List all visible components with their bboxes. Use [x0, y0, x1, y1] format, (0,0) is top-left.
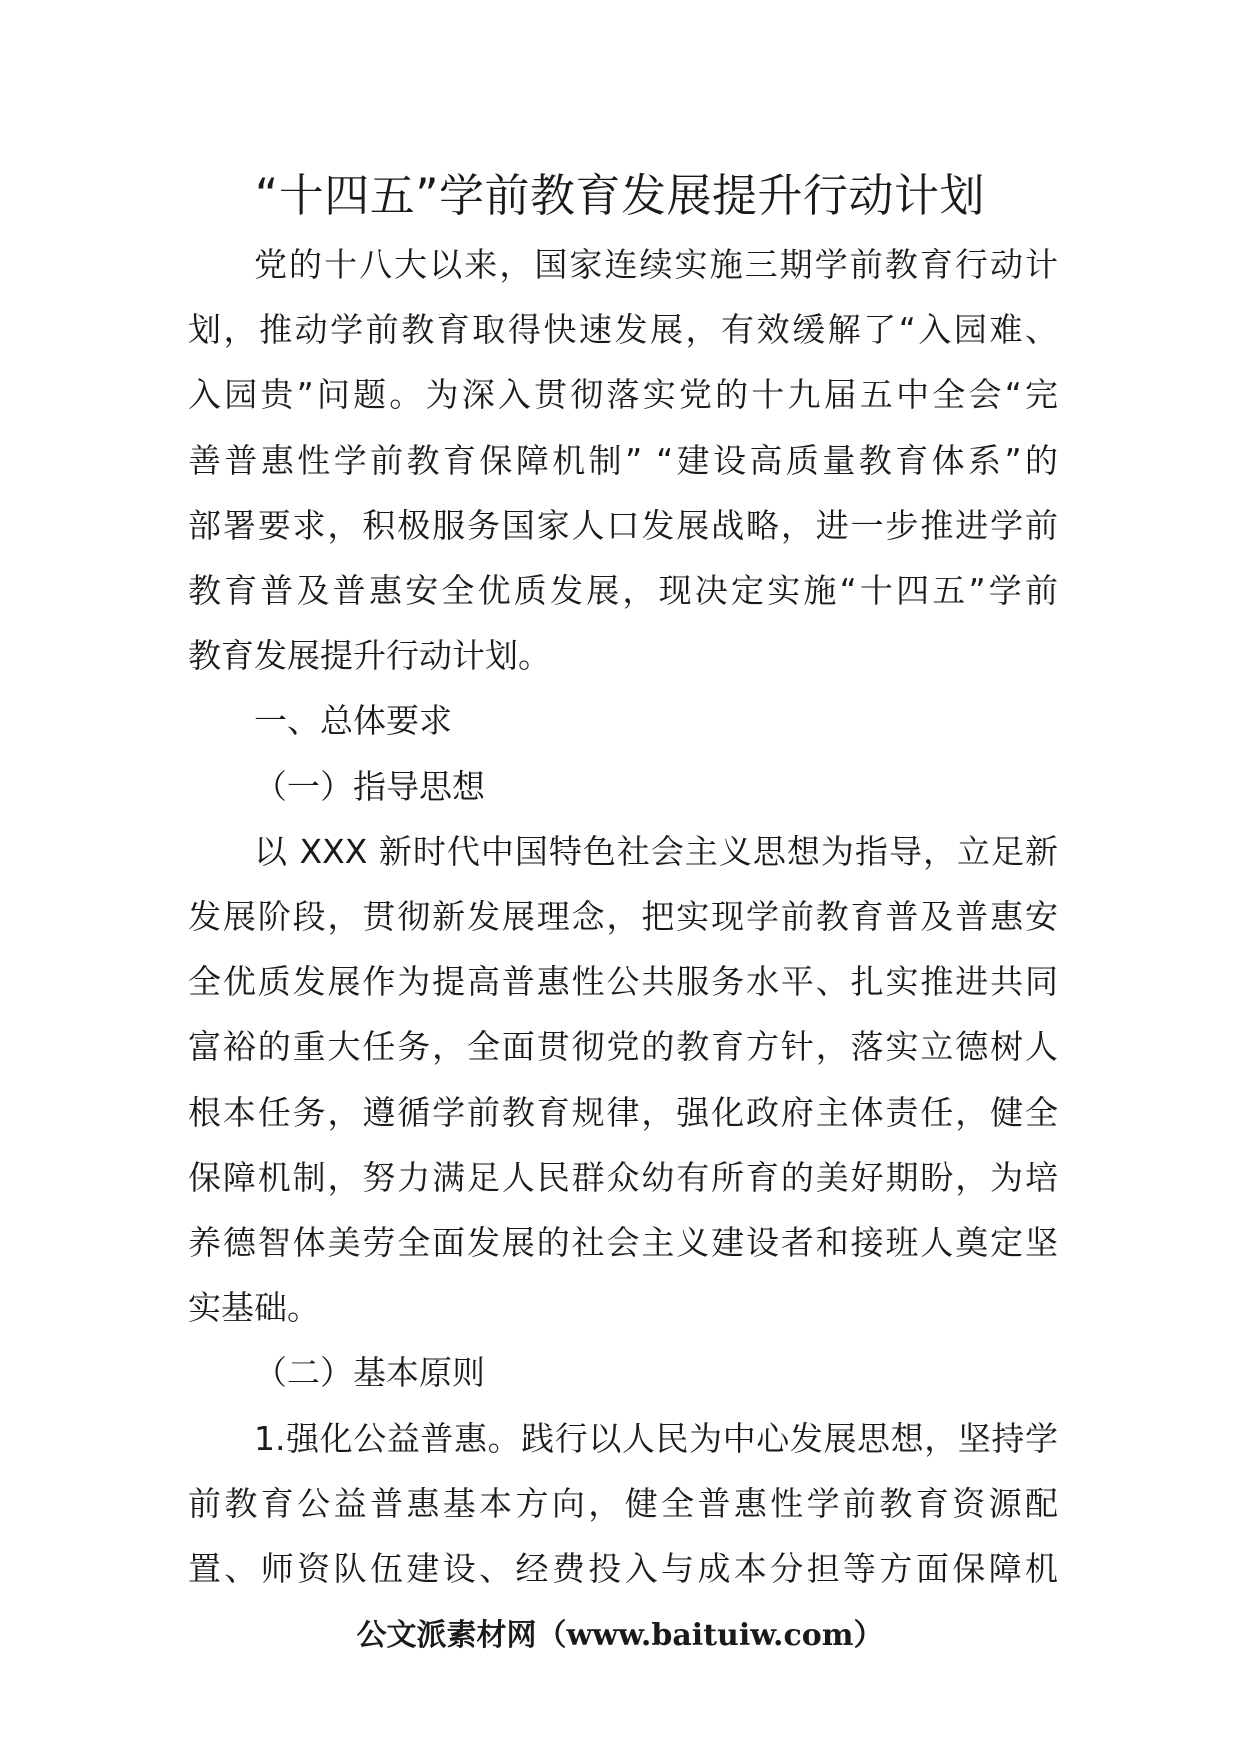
- document-title: “十四五”学前教育发展提升行动计划: [254, 169, 986, 222]
- intro-paragraph: [188, 232, 1058, 688]
- text-line: 党的十八大以来，国家连续实施三期学前教育行动计: [254, 245, 1058, 284]
- document-body: [188, 232, 1058, 1601]
- text-line: 教育普及普惠安全优质发展，现决定实施“十四五”学前: [188, 571, 1058, 611]
- text-line: 教育发展提升行动计划。: [188, 636, 551, 676]
- text-line: 善普惠性学前教育保障机制” “建设高质量教育体系”的: [188, 440, 1058, 480]
- section-heading: 一、总体要求: [254, 701, 452, 741]
- text-line: 保障机制，努力满足人民群众幼有所育的美好期盼，为培: [188, 1157, 1058, 1197]
- subsection-heading: （二）基本原则: [254, 1353, 485, 1393]
- text-line: 根本任务，遵循学前教育规律，强化政府主体责任，健全: [188, 1092, 1058, 1132]
- text-line: 1.强化公益普惠。践行以人民为中心发展思想，坚持学: [254, 1418, 1058, 1458]
- text-line: 划，推动学前教育取得快速发展，有效缓解了“入园难、: [188, 310, 1058, 350]
- text-line: 富裕的重大任务，全面贯彻党的教育方针，落实立德树人: [188, 1027, 1058, 1067]
- text-line: 入园贵”问题。为深入贯彻落实党的十九届五中全会“完: [188, 375, 1058, 415]
- guiding-paragraph: [188, 819, 1058, 1341]
- text-line: 置、师资队伍建设、经费投入与成本分担等方面保障机: [188, 1549, 1058, 1589]
- footer-watermark: 公文派素材网（www.baituiw.com）: [356, 1618, 884, 1653]
- text-line: 发展阶段，贯彻新发展理念，把实现学前教育普及普惠安: [188, 897, 1058, 937]
- subsection-heading: （一）指导思想: [254, 766, 485, 806]
- text-line: 全优质发展作为提高普惠性公共服务水平、扎实推进共同: [188, 962, 1058, 1002]
- text-line: 养德智体美劳全面发展的社会主义建设者和接班人奠定坚: [188, 1223, 1058, 1263]
- text-line: 部署要求，积极服务国家人口发展战略，进一步推进学前: [188, 505, 1058, 545]
- principle-paragraph: [188, 1406, 1058, 1602]
- text-line: 实基础。: [188, 1288, 320, 1328]
- text-line: 前教育公益普惠基本方向，健全普惠性学前教育资源配: [188, 1483, 1058, 1523]
- text-line: 以 XXX 新时代中国特色社会主义思想为指导，立足新: [254, 831, 1058, 871]
